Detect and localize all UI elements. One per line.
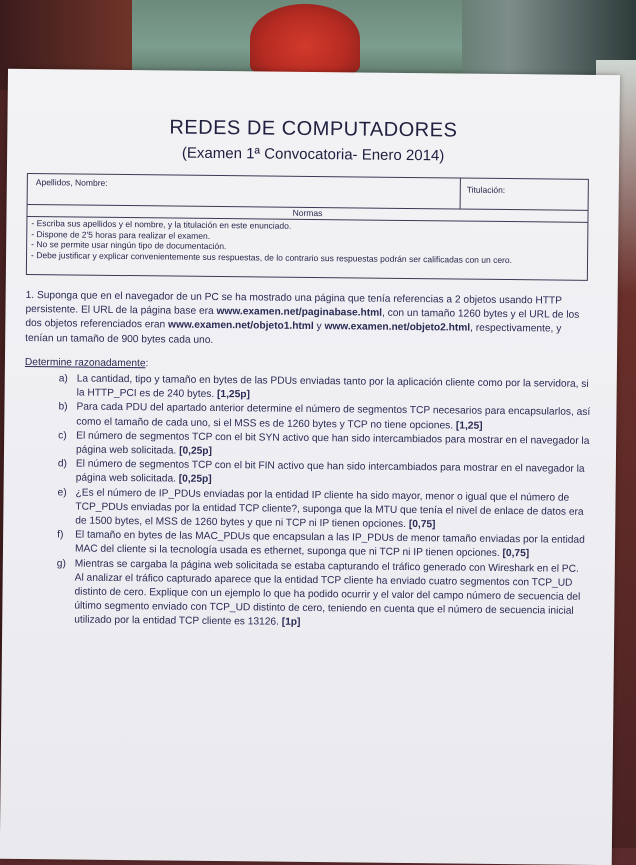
determine-label: Determine razonadamente	[24, 356, 146, 370]
rule-item: - Dispone de 2'5 horas para realizar el examen.	[31, 228, 211, 241]
student-info-box	[26, 173, 589, 281]
name-label: Apellidos, Nombre:	[35, 177, 108, 188]
item-label: a)	[58, 373, 68, 385]
question-text: , con un tamaño 1260 bytes y el URL de los dos objetos referenciados eran	[25, 307, 580, 331]
item-score: [0,25p]	[179, 445, 212, 457]
item-label: c)	[58, 430, 67, 442]
url-object2: www.examen.net/objeto2.html	[324, 321, 471, 335]
item-text: El tamaño en bytes de las MAC_PDUs que encapsulan a las IP_PDUs de menor tamaño enviadas por la entidad MAC del cliente si la tecnología usada es ethernet, suponga que ni TCP ni IP tienen opciones.	[74, 529, 585, 560]
sub-question-e	[23, 486, 589, 535]
exam-title: REDES DE COMPUTADORES	[169, 116, 458, 142]
item-score: [1p]	[281, 617, 301, 629]
item-text: Para cada PDU del apartado anterior determine el número de segmentos TCP necesarios para encapsularlos, así como el tamaño de cada uno, si el MSS es de 1260 bytes y TCP no tiene opciones.	[76, 401, 591, 432]
item-text: ¿Es el número de IP_PDUs enviadas por la entidad IP cliente ha sido mayor, menor o igual que el número de TCP_PDUs enviadas por la entidad TCP cliente?, suponga que la MTU que tenía el nivel de enlace de datos era de 1500 bytes, el MSS de 1260 bytes y que ni TCP ni IP tienen opciones.	[75, 487, 584, 531]
rule-item: - No se permite usar ningún tipo de documentación.	[31, 239, 227, 252]
item-label: e)	[57, 486, 67, 499]
titulacion-label: Titulación:	[460, 179, 580, 210]
exam-subtitle: (Examen 1ª Convocatoria- Enero 2014)	[181, 144, 445, 165]
item-label: g)	[56, 557, 66, 570]
item-score: [1,25]	[455, 420, 483, 432]
item-score: [0,75]	[408, 519, 436, 531]
question-text: , respectivamente, y tenían un tamaño de 900 bytes cada uno.	[25, 323, 562, 346]
item-label: d)	[57, 458, 67, 470]
question-text: 1. Suponga que en el navegador de un PC se ha mostrado una página que tenía referencias a 2 objetos usando HTTP persistente. El URL de la página base era	[25, 289, 562, 318]
item-score: [0,75]	[502, 548, 530, 560]
item-text: Mientras se cargaba la página web solicitada se estaba capturando el tráfico generado con Wireshark en el PC. Al analizar el tráfico capturado aparece que la entidad TCP cliente ha enviado cuatro segmentos con TCP_UD distinto de cero. Explique con un ejemplo lo que ha podido ocurrir y el valor del campo número de secuencia del último segmento enviado con TCP_UD distinto de cero, teniendo en cuenta que el número de secuencia inicial utilizado por la entidad TCP cliente es 13126.	[74, 558, 581, 629]
rule-item: - Escriba sus apellidos y el nombre, y la titulación en este enunciado.	[31, 218, 292, 231]
item-label: b)	[58, 401, 68, 413]
background-red-hat	[250, 4, 360, 74]
determine-colon: :	[145, 358, 149, 370]
item-text: El número de segmentos TCP con el bit FIN activo que han sido intercambiados para mostrar en el navegador la página web solicitada.	[75, 458, 585, 486]
item-score: [1,25p]	[216, 389, 250, 401]
sub-question-list	[22, 372, 591, 634]
item-text: La cantidad, tipo y tamaño en bytes de las PDUs enviadas tanto por la aplicación cliente como por la servidora, si la HTTP_PCI es de 240 bytes.	[76, 373, 589, 401]
question-1-statement	[25, 289, 592, 352]
url-object1: www.examen.net/objeto1.html	[167, 319, 314, 333]
question-body	[22, 289, 592, 634]
url-base: www.examen.net/paginabase.html	[216, 306, 383, 319]
sub-question-g	[22, 557, 589, 634]
exam-sheet	[0, 69, 620, 865]
question-text: y	[313, 321, 325, 333]
rule-item: - Debe justificar y explicar convenientemente sus respuestas, de lo contrario sus respuestas podrán ser calificadas con un cero.	[31, 249, 513, 265]
normas-heading: Normas	[27, 204, 587, 223]
item-label: f)	[57, 529, 64, 541]
item-text: El número de segmentos TCP con el bit SYN activo que han sido intercambiados para mostrar en el navegador la página web solicitada.	[75, 430, 590, 457]
item-score: [0,25p]	[178, 474, 212, 486]
rules-list	[31, 218, 583, 266]
